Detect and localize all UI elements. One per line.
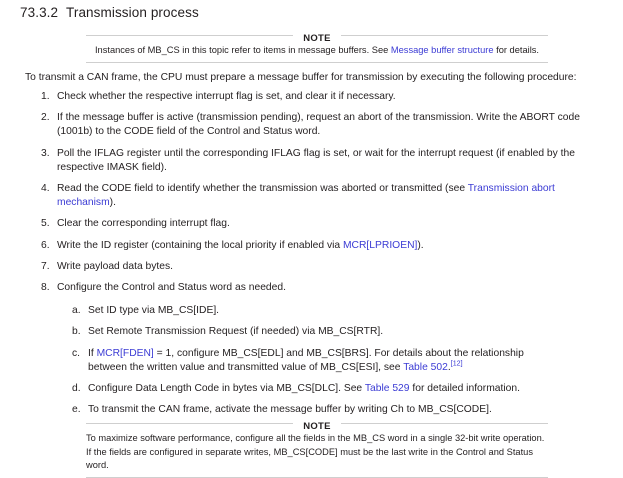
sublist-marker: d. [72, 383, 81, 395]
sublist-marker: b. [72, 326, 81, 338]
list-item-text: Write payload data bytes. [57, 260, 174, 272]
link-table-502[interactable]: Table 502 [403, 361, 448, 373]
sublist-item [57, 347, 605, 375]
sublist-item-text [88, 347, 565, 375]
link-mcr-lprioen[interactable]: MCR[LPRIOEN] [342, 239, 418, 251]
list-item [0, 147, 623, 175]
sublist-item [57, 304, 605, 318]
list-item-text: Poll the IFLAG register until the corresponding IFLAG flag is set, or wait for the interrupt request (if enabled by the respective IMASK field). [57, 147, 575, 173]
intro-paragraph: To transmit a CAN frame, the CPU must prepare a message buffer for transmission by executing the following procedure: [25, 72, 577, 83]
sublist-marker: c. [72, 347, 81, 359]
list-marker: 3. [41, 147, 50, 159]
sublist-item-text-mid: = 1, configure MB_CS[EDL] and MB_CS[BRS]. For details about the relationship between the written value and transmitted value of MB_CS[ESI], see [88, 347, 524, 373]
sublist-item-text-before: If [88, 347, 97, 359]
sublist-item-text-before: Configure Data Length Code in bytes via MB_CS[DLC]. See [88, 383, 365, 395]
section-number: 73.3.2 [20, 5, 59, 20]
footnote-reference-12[interactable]: [12] [450, 359, 463, 368]
list-item [0, 111, 623, 139]
list-item [0, 182, 623, 210]
list-item-text: Clear the corresponding interrupt flag. [57, 218, 230, 230]
procedure-list [0, 90, 623, 424]
list-marker: 5. [41, 218, 50, 230]
sublist-item-text: Set Remote Transmission Request (if needed) via MB_CS[RTR]. [88, 326, 384, 338]
note-callout-bottom [86, 418, 548, 478]
link-transmission-abort-mechanism[interactable]: Transmission abort mechanism [57, 183, 555, 209]
section-title: Transmission process [66, 5, 199, 20]
procedure-sublist [57, 304, 605, 417]
sublist-item [57, 325, 605, 339]
sublist-marker: e. [72, 404, 81, 416]
sublist-item-text-after: for detailed information. [409, 383, 520, 395]
list-marker: 7. [41, 260, 50, 272]
list-item-text-before: Read the CODE field to identify whether the transmission was aborted or transmitted (see [57, 183, 468, 195]
list-marker: 6. [41, 239, 50, 251]
list-marker: 1. [41, 91, 50, 102]
sublist-item [57, 382, 605, 396]
sublist-item-text [88, 382, 565, 396]
link-mcr-fden[interactable]: MCR[FDEN] [96, 347, 154, 359]
list-item-text [57, 239, 605, 253]
list-item-text: If the message buffer is active (transmission pending), request an abort of the transmission. Write the ABORT code (1001b) to the CODE field of the Control and Status word. [57, 112, 580, 138]
link-message-buffer-structure[interactable]: Message buffer structure [390, 45, 494, 55]
list-item [0, 260, 623, 274]
list-item-text-before: Write the ID register (containing the local priority if enabled via [57, 239, 343, 251]
list-item [0, 217, 623, 231]
sublist-marker: a. [72, 305, 81, 317]
list-item-text [57, 182, 605, 210]
list-item-text-after: ). [109, 197, 116, 209]
note-bottom-text: To maximize software performance, configure all the fields in the MB_CS word in a single 32-bit write operation. If the fields are configured in separate writes, MB_CS[CODE] must be the last write in the Control and Status word. [86, 433, 545, 470]
note-callout-top [86, 30, 548, 63]
sublist-item-text: To transmit the CAN frame, activate the message buffer by writing Ch to MB_CS[CODE]. [88, 404, 492, 416]
note-label: NOTE [297, 33, 337, 44]
link-table-529[interactable]: Table 529 [364, 383, 410, 395]
page-title [20, 5, 199, 20]
sublist-item [57, 403, 605, 417]
list-item-text: Check whether the respective interrupt flag is set, and clear it if necessary. [57, 91, 396, 102]
note-bottom-divider [86, 62, 548, 63]
note-bottom-divider [86, 477, 548, 478]
note-top-text-before: Instances of MB_CS in this topic refer to items in message buffers. See [94, 45, 391, 55]
note-top-divider [86, 30, 548, 44]
list-marker: 4. [41, 183, 50, 195]
list-item [0, 90, 623, 104]
list-item [0, 239, 623, 253]
list-item [0, 281, 623, 417]
sublist-item-text: Set ID type via MB_CS[IDE]. [88, 305, 220, 317]
note-label: NOTE [297, 421, 337, 432]
list-item-text: Configure the Control and Status word as needed. [57, 282, 286, 294]
sublist-item-text-after: . [447, 361, 451, 373]
list-marker: 8. [41, 282, 50, 294]
list-marker: 2. [41, 112, 50, 124]
note-top-divider [86, 418, 548, 432]
list-item-text-after: ). [417, 239, 424, 251]
note-top-text-after: for details. [493, 45, 540, 55]
